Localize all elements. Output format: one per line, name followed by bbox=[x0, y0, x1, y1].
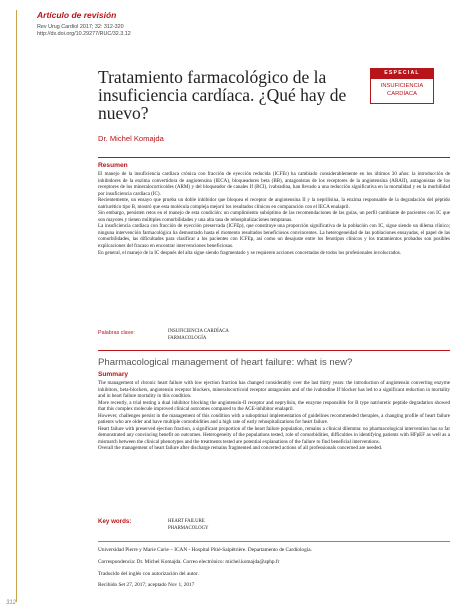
article-type-label: Artículo de revisión bbox=[37, 10, 117, 20]
journal-citation: Rev Urug Cardiol 2017; 32: 312-320 bbox=[37, 24, 124, 30]
received-dates: Recibido Set 27, 2017; aceptado Nov 1, 2017 bbox=[98, 582, 195, 588]
summary-paragraph: However, challenges persist in the management of this condition with a suboptimal implementation of guidelines recommended therapies, a changing profile of heart failure patients who are older and have multiple comorbidities and a high rate of early rehospitalizations for heart failure. bbox=[98, 412, 450, 426]
section-badge-tag: ESPECIAL bbox=[370, 68, 434, 79]
margin-rule bbox=[16, 10, 17, 602]
resumen-rule bbox=[98, 157, 450, 158]
english-keywords bbox=[168, 519, 209, 532]
resumen-paragraph: El manejo de la insuficiencia cardíaca crónica con fracción de eyección reducida (ICFEr) ha cambiado considerablemente en los últimos 30 años: la introducción de inhibidores de la enzima convertidora de angiotensina (IECA), bloqueadores beta (BB), antagonistas de los receptores de la angiotensina (ARAII), antagonistas de los receptores de los mineralocorticoides (ARM) y del bloqueador de canales If (BCI), ivabradina, han llevado a una reducción significativa en la mortalidad y en la morbilidad por insuficiencia cardíaca (IC). bbox=[98, 171, 450, 197]
keyword: PHARMACOLOGY bbox=[168, 525, 209, 531]
resumen-keywords-label: Palabras clave: bbox=[98, 330, 135, 336]
keyword: HEART FAILURE bbox=[168, 519, 205, 524]
affiliation: Universidad Pierre y Marie Curie – ICAN - Hospital Pitié-Salpêtrière. Departamento de Cardiología. bbox=[98, 547, 312, 553]
english-keywords-label: Key words: bbox=[98, 518, 132, 525]
resumen-heading: Resumen bbox=[98, 162, 128, 169]
keyword: INSUFICIENCIA CARDÍACA bbox=[168, 329, 229, 334]
footer-rule bbox=[98, 541, 450, 542]
doi-link[interactable]: http://dx.doi.org/10.29277/RUC/32.3.12 bbox=[37, 31, 131, 37]
article-title: Tratamiento farmacológico de la insuficiencia cardíaca. ¿Qué hay de nuevo? bbox=[98, 67, 347, 123]
correspondence: Correspondencia: Dr. Michel Komajda. Correo electrónico: michel.komajda@aphp.fr bbox=[98, 559, 280, 565]
resumen-paragraph: Recientemente, un ensayo que prueba un doble inhibidor que bloquea el receptor de angiotensina II y la neprilisina, la enzima responsable de la degradación del péptido natriurético tipo B, mostró que esta molécula compleja mejoró los resultados clínicos en comparación con el IECA enalapril. bbox=[98, 197, 450, 210]
english-title: Pharmacological management of heart failure: what is new? bbox=[98, 357, 353, 368]
summary-paragraph: Heart failure with preserved ejection fraction, a significant proportion of the heart failure population, remains a clinical dilemma: no pharmacological intervention has so far demonstrated any convincing benefit on outcomes. Heterogeneity of the populations tested, role of comorbidities, difficulties in identifying patients with HFpEF as well as a mismatch between the clinical phenotypes and the treatments tested are potential explanations of the failure to find beneficial interventions. bbox=[98, 425, 450, 445]
resumen-paragraph: La insuficiencia cardíaca con fracción de eyección preservada (ICFEp), que constituye una proporción significativa de la población con IC, sigue siendo un dilema clínico; ninguna intervención farmacológica ha demostrado hasta el momento resultados beneficiosos convincentes. La heterogeneidad de las poblaciones ensayadas, el papel de las comorbilidades, las dificultades para clasificar a los pacientes con ICFEp, así como un desajuste entre los fenotipos clínicos y los tratamientos probados son posibles explicaciones del fracaso en encontrar intervenciones beneficiosas. bbox=[98, 223, 450, 250]
resumen-body bbox=[98, 171, 450, 256]
summary-paragraph: More recently, a trial testing a dual inhibitor blocking the angiotensin-II receptor and neprylisin, the enzyme responsible for B type natriuretic peptide degradation showed that this complex molecule improved clinical outcomes compared to the ACE-inhibitor enalapril. bbox=[98, 399, 450, 413]
summary-heading: Summary bbox=[98, 371, 129, 378]
summary-body bbox=[98, 380, 450, 452]
resumen-paragraph: En general, el manejo de la IC después del alta sigue siendo fragmentado y se requieren acciones concertadas de todos los profesionales involucrados. bbox=[98, 249, 401, 256]
summary-paragraph: Overall the management of heart failure after discharge remains fragmented and concerted actions of all professionals concerned are needed. bbox=[98, 445, 383, 452]
page-number: 312 bbox=[6, 600, 17, 606]
resumen-keywords bbox=[168, 329, 229, 342]
resumen-paragraph: Sin embargo, persisten retos en el manejo de esta condición: un cumplimiento subóptimo de las recomendaciones de las guías, un perfil cambiante de pacientes con IC que son mayores y tienen múltiples comorbilidades y una alta tasa de rehospitalizaciones tempranas. bbox=[98, 210, 450, 223]
keyword: FARMACOLOGÍA bbox=[168, 335, 207, 341]
english-rule bbox=[98, 350, 450, 351]
translation-note: Traducido del inglés con autorización del autor. bbox=[98, 571, 199, 577]
article-author: Dr. Michel Komajda bbox=[98, 134, 164, 143]
section-badge-label: INSUFICIENCIA CARDÍACA bbox=[380, 83, 424, 97]
summary-paragraph: The management of chronic heart failure with low ejection fraction has changed considerably over the last thirty years: the introduction of angiotensin converting enzyme inhibitors, beta-blockers, angiotensin receptor blockers, mineralocorticoid receptor antagonists and of the ivabradine If blocker has led to a significant reduction in mortality and in heart failure mortality in this condition. bbox=[98, 380, 450, 400]
